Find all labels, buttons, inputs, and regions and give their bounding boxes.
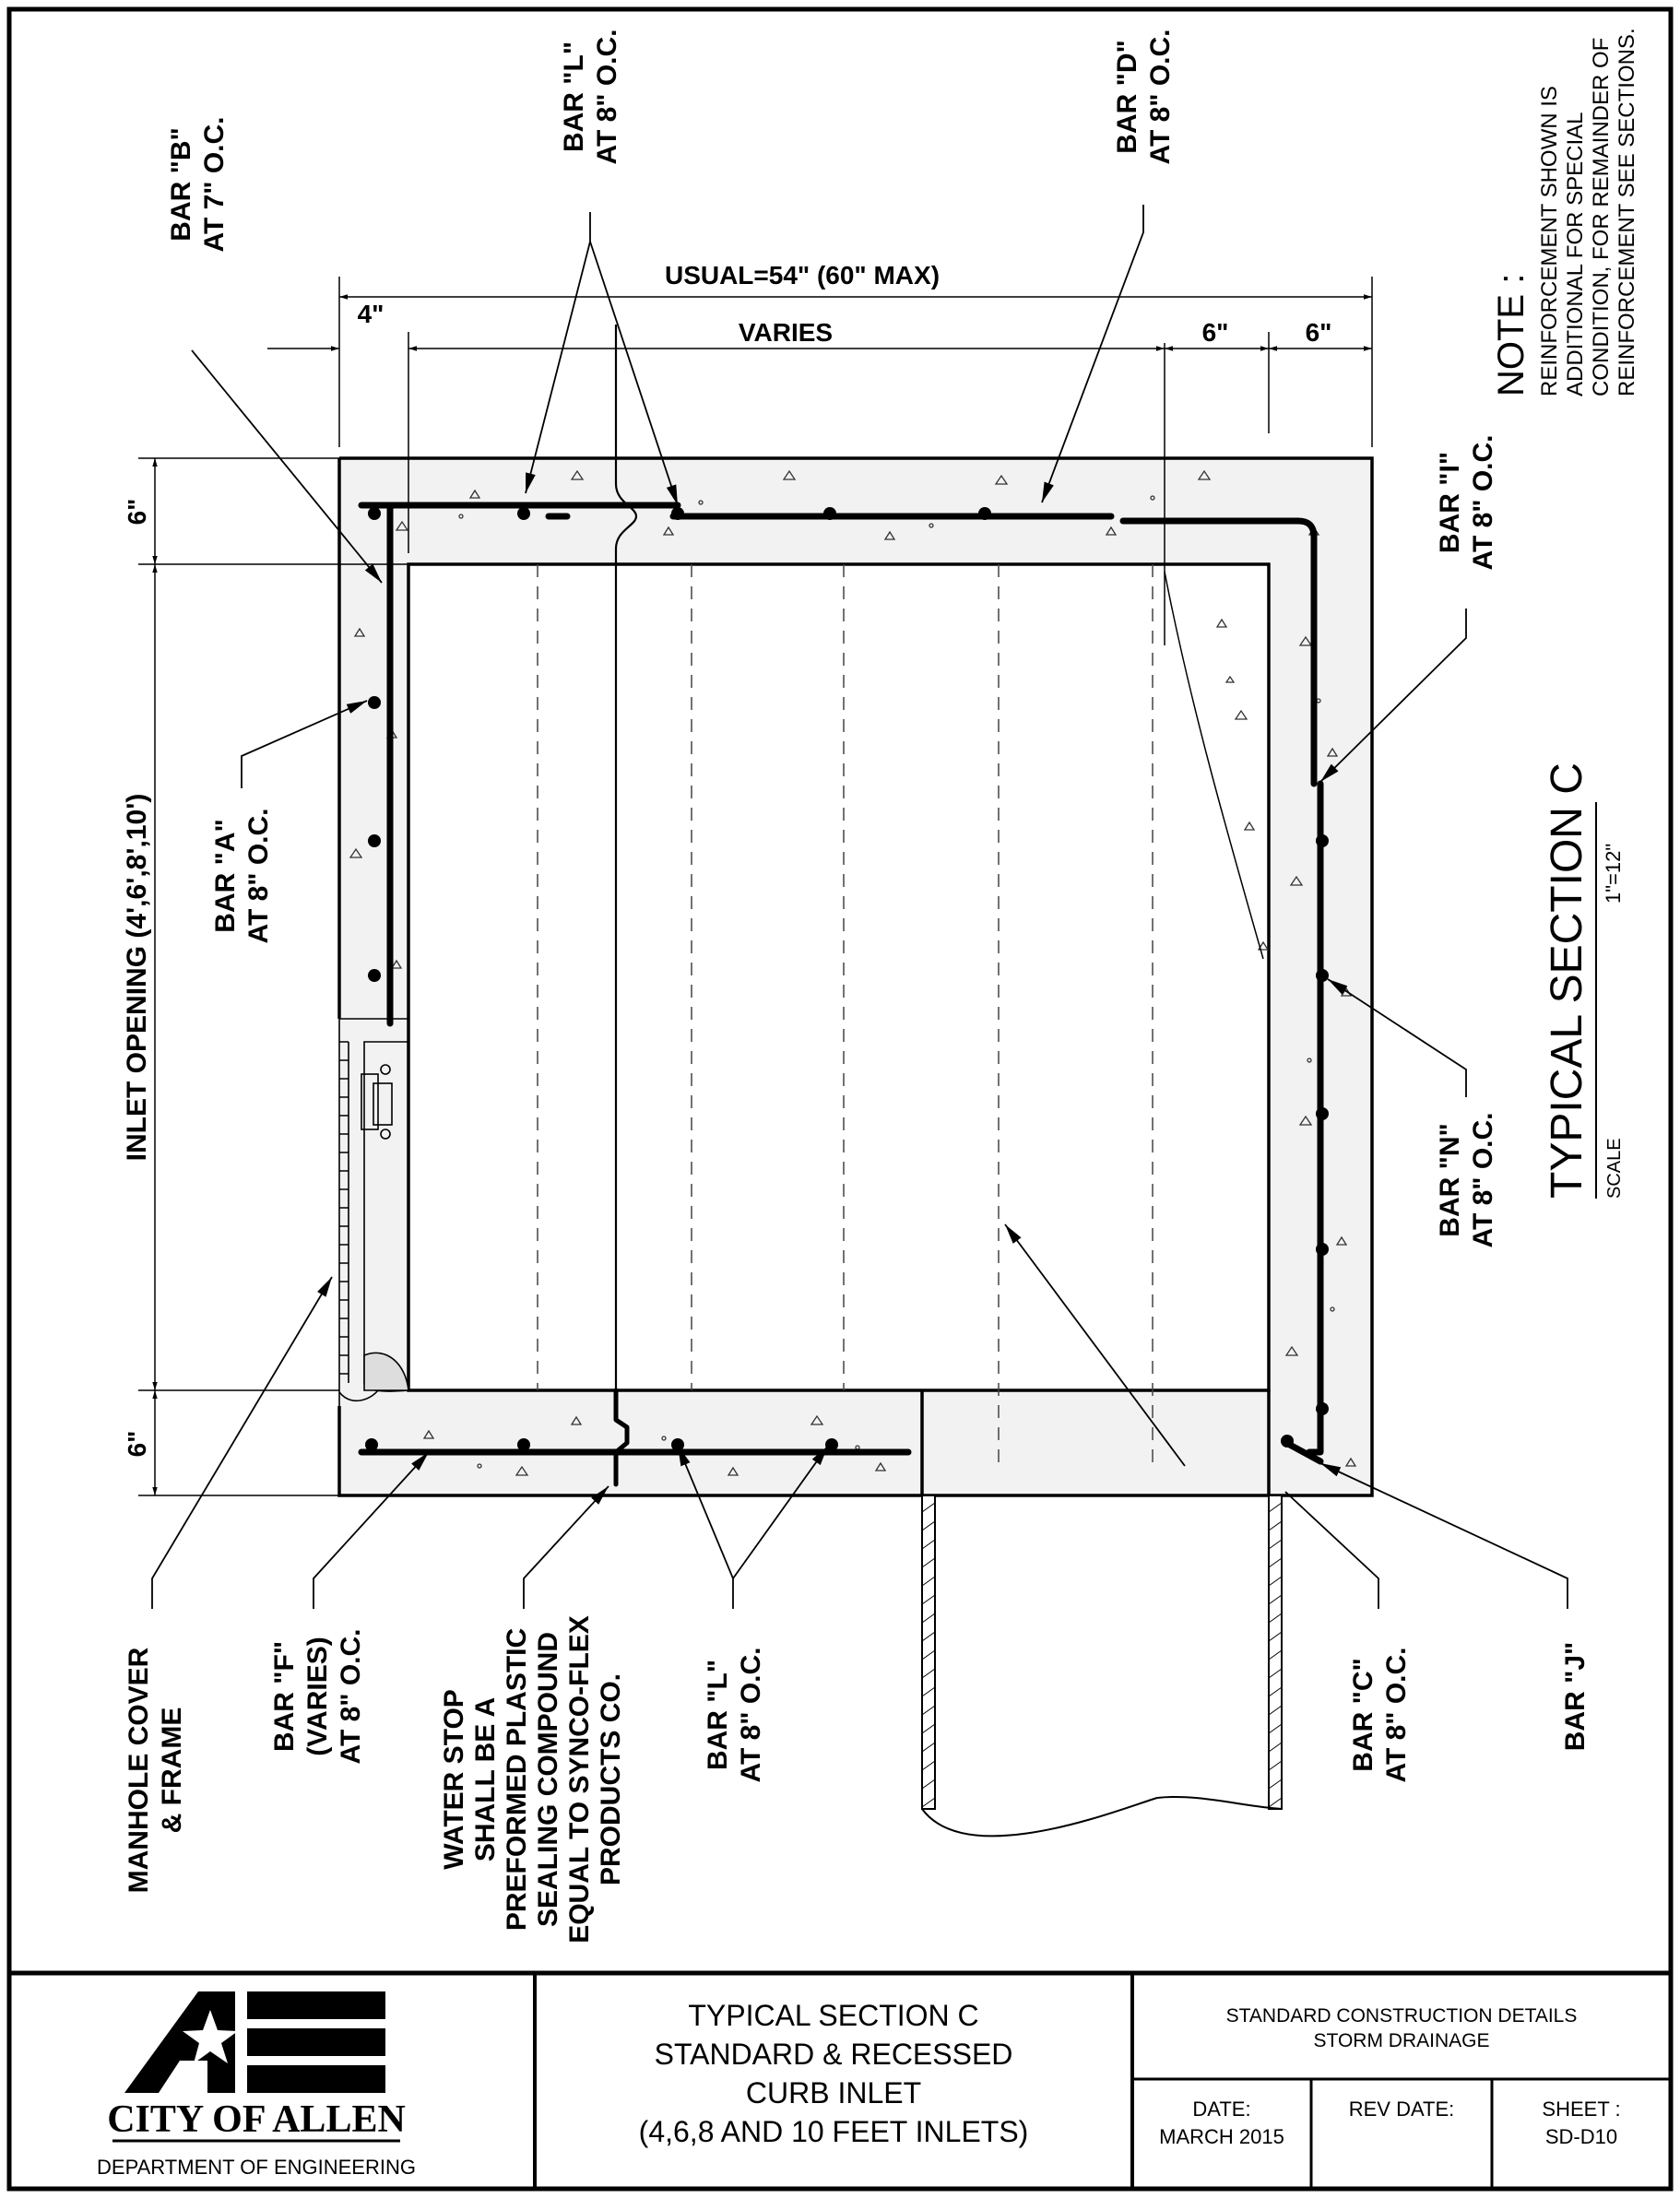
label-bar-f bbox=[269, 1628, 366, 1764]
dim-bottom-slab: 6" bbox=[123, 1430, 151, 1458]
svg-text:PRODUCTS CO.: PRODUCTS CO. bbox=[596, 1672, 626, 1886]
note-line-3: CONDITION, FOR REMAINDER OF bbox=[1589, 37, 1614, 396]
svg-text:BAR "I": BAR "I" bbox=[1435, 451, 1465, 554]
category-line-2: STORM DRAINAGE bbox=[1313, 2030, 1490, 2051]
svg-text:SEALING COMPOUND: SEALING COMPOUND bbox=[533, 1631, 563, 1928]
sheet-title-line-3: CURB INLET bbox=[745, 2076, 922, 2109]
dim-inlet-opening: INLET OPENING (4',6',8',10') bbox=[122, 793, 152, 1162]
city-name: CITY OF ALLEN bbox=[107, 2098, 406, 2141]
title-block bbox=[9, 1973, 1671, 2189]
label-bar-i bbox=[1435, 434, 1498, 570]
dim-right-6a: 6" bbox=[1201, 318, 1229, 347]
dim-left-offset: 4" bbox=[357, 300, 385, 328]
dim-right-6b: 6" bbox=[1305, 318, 1332, 347]
label-water-stop bbox=[439, 1615, 626, 1944]
city-logo bbox=[124, 1991, 385, 2093]
sheet-label: SHEET : bbox=[1542, 2098, 1621, 2121]
svg-text:& FRAME: & FRAME bbox=[157, 1707, 187, 1834]
sheet-title-line-4: (4,6,8 AND 10 FEET INLETS) bbox=[638, 2115, 1029, 2148]
scale-label: SCALE bbox=[1604, 1138, 1625, 1199]
label-bar-a bbox=[210, 808, 274, 943]
svg-text:AT 8" O.C.: AT 8" O.C. bbox=[1468, 1112, 1498, 1248]
label-manhole bbox=[124, 1647, 187, 1893]
svg-text:AT 8" O.C.: AT 8" O.C. bbox=[736, 1647, 766, 1783]
svg-text:AT 8" O.C.: AT 8" O.C. bbox=[1145, 29, 1176, 165]
note-heading: NOTE : bbox=[1491, 273, 1532, 396]
svg-text:SHALL BE A: SHALL BE A bbox=[470, 1696, 501, 1862]
svg-text:AT 7" O.C.: AT 7" O.C. bbox=[199, 116, 230, 253]
svg-text:MANHOLE COVER: MANHOLE COVER bbox=[124, 1647, 154, 1894]
date-label: DATE: bbox=[1192, 2098, 1251, 2121]
dim-varies: VARIES bbox=[738, 318, 834, 347]
svg-text:BAR "C": BAR "C" bbox=[1348, 1658, 1378, 1772]
concrete-section bbox=[339, 458, 1372, 1495]
note-line-4: REINFORCEMENT SEE SECTIONS. bbox=[1615, 28, 1639, 396]
label-bar-c bbox=[1348, 1647, 1412, 1782]
label-bar-b bbox=[166, 116, 230, 252]
label-bar-d bbox=[1112, 29, 1176, 164]
svg-text:BAR "L": BAR "L" bbox=[559, 41, 589, 153]
scale-value: 1"=12" bbox=[1602, 843, 1625, 904]
svg-text:BAR "F": BAR "F" bbox=[269, 1640, 300, 1753]
svg-text:AT 8" O.C.: AT 8" O.C. bbox=[336, 1628, 366, 1765]
svg-text:AT 8" O.C.: AT 8" O.C. bbox=[592, 29, 622, 165]
sheet-title-line-2: STANDARD & RECESSED bbox=[654, 2038, 1013, 2071]
department-name: DEPARTMENT OF ENGINEERING bbox=[97, 2156, 416, 2179]
svg-text:AT 8" O.C.: AT 8" O.C. bbox=[243, 808, 274, 944]
svg-text:EQUAL TO SYNCO-FLEX: EQUAL TO SYNCO-FLEX bbox=[564, 1615, 595, 1944]
svg-text:AT 8" O.C.: AT 8" O.C. bbox=[1381, 1647, 1412, 1783]
svg-text:AT 8" O.C.: AT 8" O.C. bbox=[1468, 434, 1498, 571]
category-line-1: STANDARD CONSTRUCTION DETAILS bbox=[1225, 2005, 1578, 2027]
note-block bbox=[1491, 28, 1639, 396]
svg-text:PREFORMED PLASTIC: PREFORMED PLASTIC bbox=[502, 1627, 532, 1932]
rev-date-label: REV DATE: bbox=[1348, 2098, 1455, 2121]
dim-top-slab: 6" bbox=[123, 498, 151, 526]
note-line-1: REINFORCEMENT SHOWN IS bbox=[1537, 86, 1562, 396]
svg-text:BAR "D": BAR "D" bbox=[1112, 40, 1142, 154]
label-bar-j bbox=[1560, 1642, 1591, 1751]
svg-text:WATER STOP: WATER STOP bbox=[439, 1689, 469, 1870]
outlet-pipe bbox=[922, 1495, 1282, 1836]
svg-text:BAR "B": BAR "B" bbox=[166, 127, 196, 242]
svg-text:BAR "A": BAR "A" bbox=[210, 819, 241, 933]
pipe-hatch bbox=[922, 1503, 1282, 1807]
label-bar-n bbox=[1435, 1112, 1498, 1247]
svg-text:BAR "N": BAR "N" bbox=[1435, 1123, 1465, 1237]
label-bar-l-bottom bbox=[703, 1647, 766, 1782]
section-title-block bbox=[1543, 762, 1625, 1199]
section-title: TYPICAL SECTION C bbox=[1543, 762, 1591, 1199]
sheet-title-line-1: TYPICAL SECTION C bbox=[688, 1999, 979, 2032]
date-value: MARCH 2015 bbox=[1159, 2125, 1284, 2148]
dim-usual: USUAL=54" (60" MAX) bbox=[664, 261, 941, 290]
label-bar-l-top bbox=[559, 29, 622, 164]
sheet-number: SD-D10 bbox=[1544, 2125, 1618, 2148]
svg-text:BAR "J": BAR "J" bbox=[1560, 1641, 1591, 1752]
svg-text:BAR "L": BAR "L" bbox=[703, 1659, 733, 1771]
svg-text:(VARIES): (VARIES) bbox=[302, 1637, 333, 1756]
note-line-2: ADDITIONAL FOR SPECIAL bbox=[1563, 112, 1588, 396]
